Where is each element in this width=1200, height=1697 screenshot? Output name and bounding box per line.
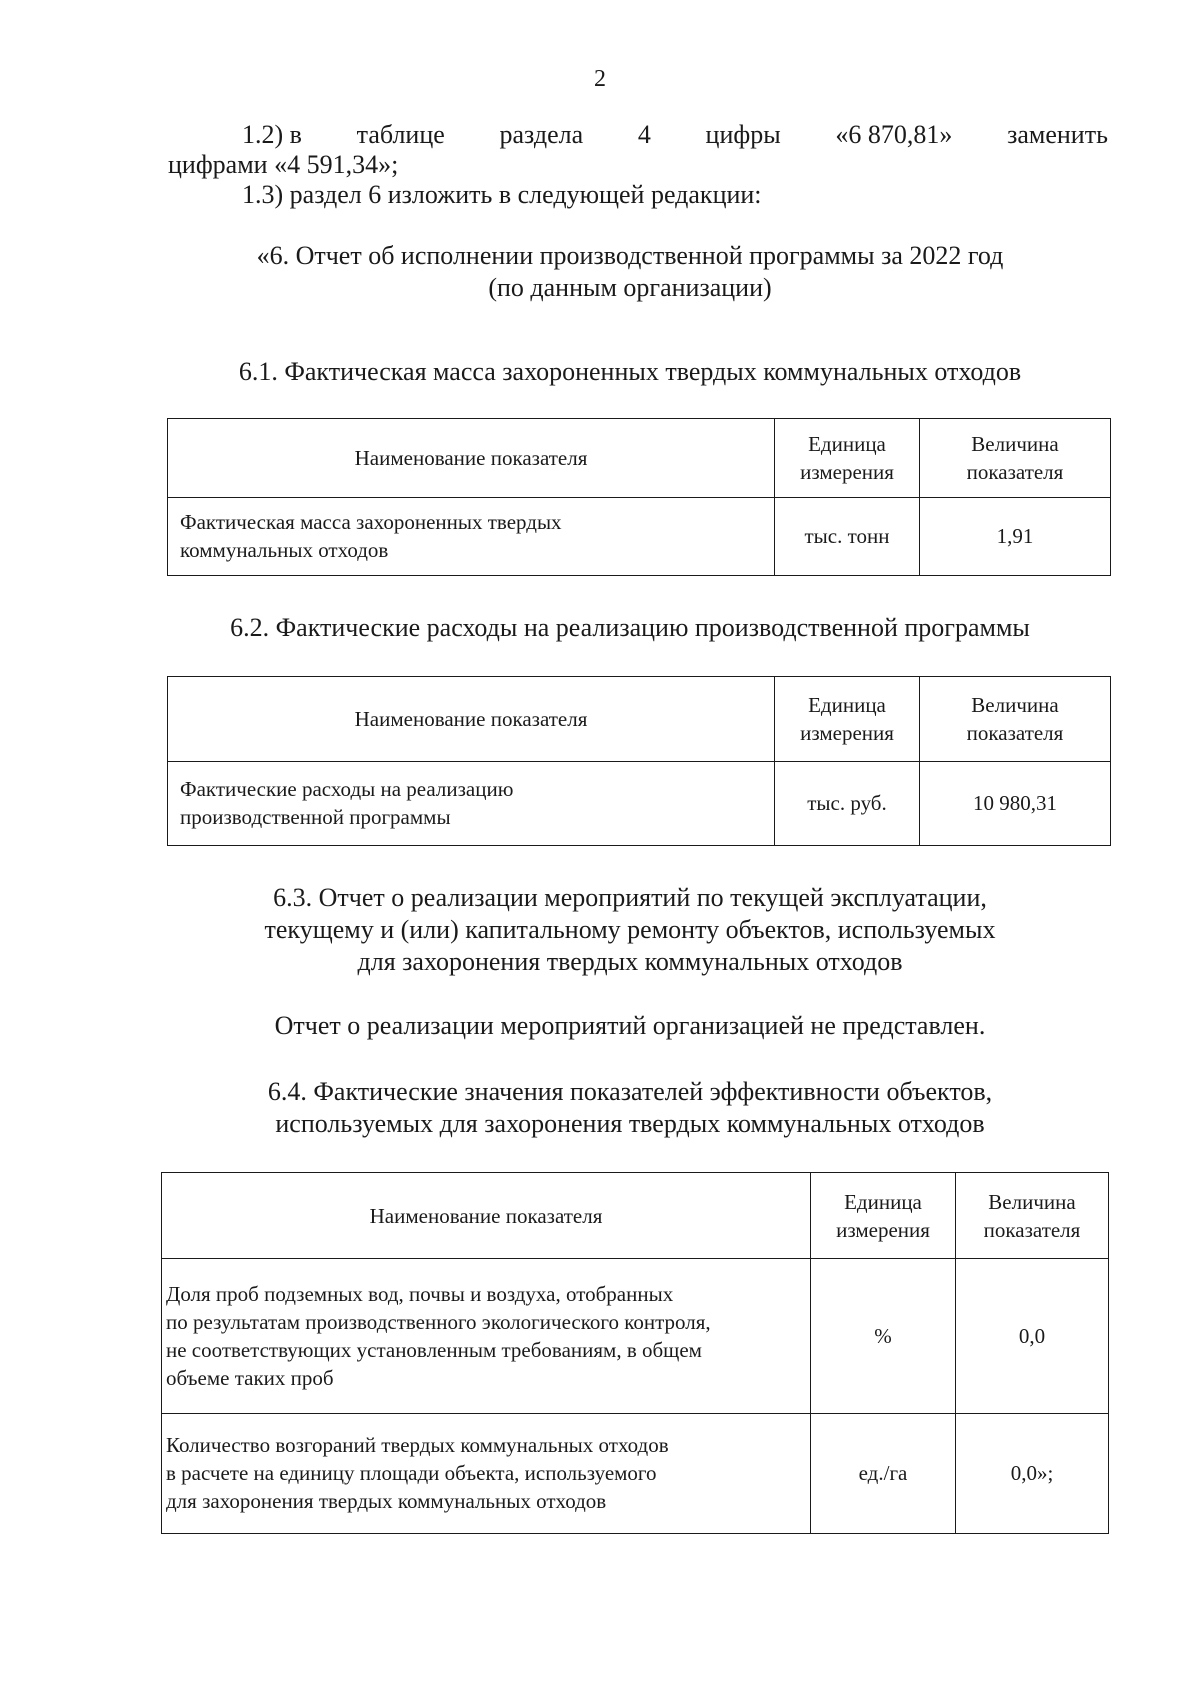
- row-value: 0,0»;: [956, 1413, 1109, 1533]
- row-name-line: для захоронения твердых коммунальных отходов: [166, 1489, 607, 1514]
- section-6-3-heading-line1: 6.3. Отчет о реализации мероприятий по текущей эксплуатации,: [273, 883, 987, 912]
- header-unit-line2: измерения: [800, 459, 894, 484]
- table-6-2: [167, 676, 1111, 846]
- section-6-3-heading-line3: для захоронения твердых коммунальных отходов: [357, 947, 903, 976]
- section-6-1-heading: 6.1. Фактическая масса захороненных твердых коммунальных отходов: [238, 357, 1022, 386]
- table-header-row: [168, 419, 1111, 498]
- header-name: Наименование показателя: [168, 677, 775, 762]
- section-6-title-line2: (по данным организации): [488, 273, 772, 302]
- table-6-4: [161, 1172, 1109, 1534]
- table-row: [162, 1413, 1109, 1533]
- word: таблице: [356, 120, 445, 149]
- item-1-2-continuation: цифрами «4 591,34»;: [168, 150, 399, 179]
- section-6-3-heading-line2: текущему и (или) капитальному ремонту объектов, используемых: [264, 915, 996, 944]
- section-6-title-line1: «6. Отчет об исполнении производственной программы за 2022 год: [256, 241, 1004, 270]
- header-unit: [775, 677, 920, 762]
- row-name: [168, 497, 775, 576]
- page-number: 2: [594, 66, 606, 92]
- item-1-3: 1.3) раздел 6 изложить в следующей редакции:: [242, 180, 762, 209]
- table-row: [168, 761, 1111, 846]
- section-6-4-heading-line2: используемых для захоронения твердых коммунальных отходов: [275, 1109, 985, 1138]
- section-6-4-heading-line1: 6.4. Фактические значения показателей эффективности объектов,: [267, 1077, 993, 1106]
- row-name-line: в расчете на единицу площади объекта, используемого: [166, 1461, 657, 1486]
- row-name: [162, 1413, 811, 1533]
- table-header-row: [168, 677, 1111, 762]
- row-unit: тыс. тонн: [775, 497, 920, 576]
- row-name-line: Количество возгораний твердых коммунальных отходов: [166, 1433, 669, 1458]
- section-6-3-note: Отчет о реализации мероприятий организацией не представлен.: [274, 1011, 986, 1040]
- header-value: [920, 419, 1111, 498]
- row-name-line1: Фактическая масса захороненных твердых: [180, 510, 562, 535]
- row-name-line: не соответствующих установленным требованиям, в общем: [166, 1337, 702, 1362]
- header-value-line1: Величина: [971, 692, 1059, 717]
- header-unit-line1: Единица: [844, 1189, 922, 1214]
- word: заменить: [1007, 120, 1108, 149]
- header-unit-line2: измерения: [836, 1217, 930, 1242]
- section-6-3-heading: [150, 882, 1110, 978]
- row-value: 0,0: [956, 1259, 1109, 1414]
- item-1-2: [168, 120, 1108, 210]
- section-6-4-heading: [150, 1076, 1110, 1140]
- row-value: 1,91: [920, 497, 1111, 576]
- item-1-2-line1: [168, 120, 1108, 150]
- word: раздела: [499, 120, 584, 149]
- row-name-line: по результатам производственного экологического контроля,: [166, 1309, 711, 1334]
- header-unit-line2: измерения: [800, 720, 894, 745]
- word: «6 870,81»: [835, 120, 953, 149]
- table-row: [168, 497, 1111, 576]
- row-name-line2: производственной программы: [180, 805, 451, 830]
- row-unit: ед./га: [811, 1413, 956, 1533]
- row-name: [162, 1259, 811, 1414]
- row-unit: тыс. руб.: [775, 761, 920, 846]
- word: 1.2) в: [242, 120, 302, 149]
- row-unit: %: [811, 1259, 956, 1414]
- word: 4: [637, 120, 651, 149]
- word: цифры: [705, 120, 781, 149]
- header-value-line2: показателя: [966, 720, 1064, 745]
- header-unit: [811, 1173, 956, 1259]
- header-value-line2: показателя: [966, 459, 1064, 484]
- header-unit-line1: Единица: [808, 692, 886, 717]
- header-value-line2: показателя: [983, 1217, 1081, 1242]
- row-name-line: объеме таких проб: [166, 1365, 334, 1390]
- header-value: [920, 677, 1111, 762]
- header-value: [956, 1173, 1109, 1259]
- header-name: Наименование показателя: [162, 1173, 811, 1259]
- row-name-line1: Фактические расходы на реализацию: [180, 777, 514, 802]
- section-6-2-heading: 6.2. Фактические расходы на реализацию производственной программы: [230, 613, 1030, 642]
- row-name-line2: коммунальных отходов: [180, 538, 389, 563]
- row-name-line: Доля проб подземных вод, почвы и воздуха, отобранных: [166, 1281, 674, 1306]
- table-row: [162, 1259, 1109, 1414]
- table-6-1: [167, 418, 1111, 576]
- header-name: Наименование показателя: [168, 419, 775, 498]
- section-6-title: [150, 240, 1110, 304]
- header-unit: [775, 419, 920, 498]
- row-name: [168, 761, 775, 846]
- header-value-line1: Величина: [971, 431, 1059, 456]
- header-unit-line1: Единица: [808, 431, 886, 456]
- row-value: 10 980,31: [920, 761, 1111, 846]
- table-header-row: [162, 1173, 1109, 1259]
- header-value-line1: Величина: [988, 1189, 1076, 1214]
